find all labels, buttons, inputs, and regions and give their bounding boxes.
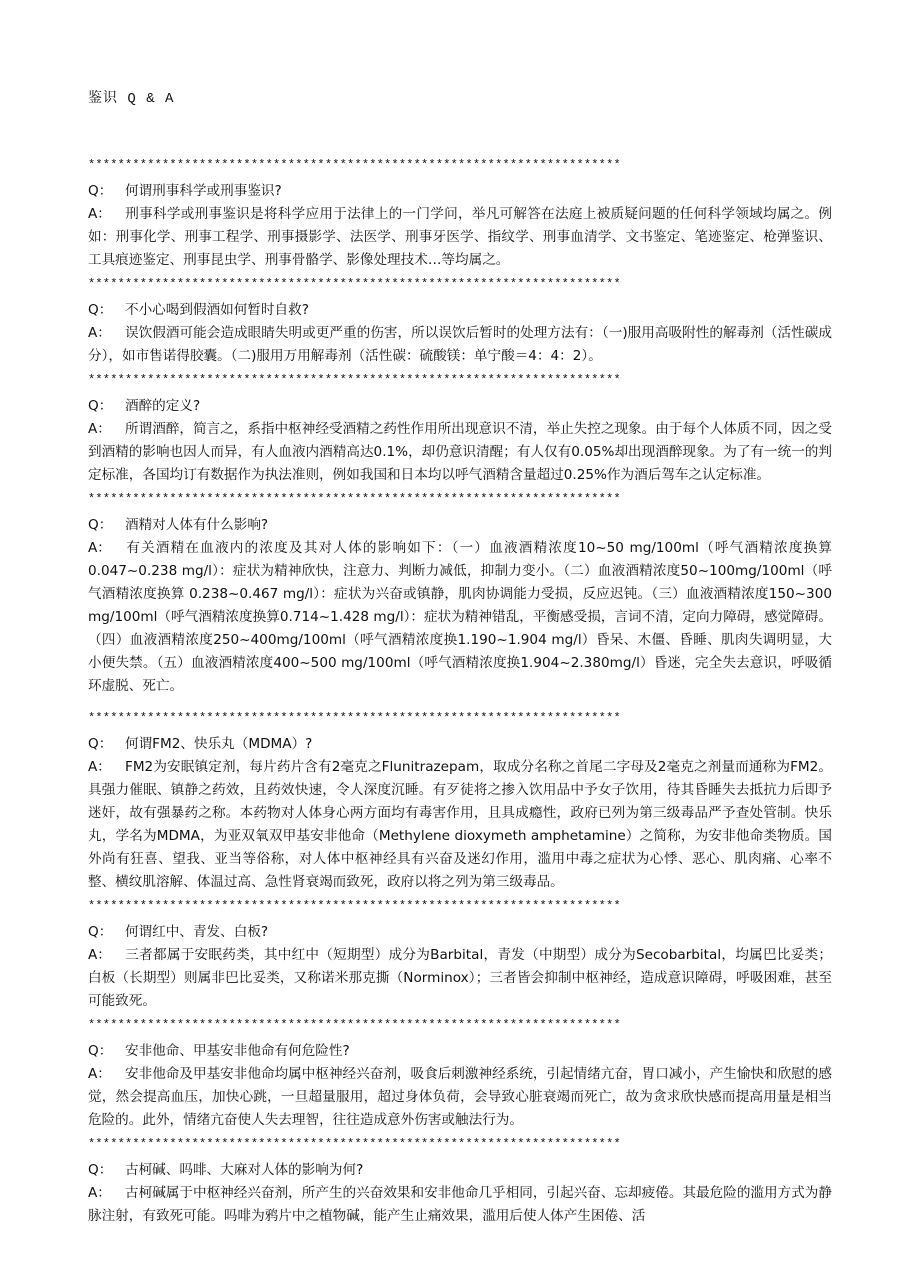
qa-item	[88, 921, 832, 1013]
question-label: Q：	[88, 736, 113, 752]
qa-item	[88, 395, 832, 487]
question-label: Q：	[88, 398, 113, 414]
question-label: Q：	[88, 183, 113, 199]
qa-item	[88, 299, 832, 368]
answer-label: A：	[88, 540, 111, 556]
question	[88, 1040, 832, 1063]
answer-text: 误饮假酒可能会造成眼睛失明或更严重的伤害，所以误饮后暂时的处理方法有：（一)服用高吸附性的解毒剂（活性碳成分），如市售诺得胶囊。（二)服用万用解毒剂（活性碳：硫酸镁：单宁酸＝4：4：2）。	[88, 325, 832, 364]
divider: ************************************************************************	[88, 899, 621, 913]
question-label: Q：	[88, 924, 113, 940]
question	[88, 921, 832, 944]
answer	[88, 537, 832, 698]
question-text: 何谓红中、青发、白板?	[125, 924, 269, 940]
answer-label: A：	[88, 947, 111, 963]
question-text: 古柯碱、吗啡、大麻对人体的影响为何?	[125, 1162, 364, 1178]
question-text: 何谓刑事科学或刑事鉴识?	[125, 183, 282, 199]
question	[88, 180, 832, 203]
answer	[88, 203, 832, 272]
question	[88, 733, 832, 756]
answer	[88, 756, 832, 894]
question	[88, 1159, 832, 1182]
answer-text: FM2为安眠镇定剂，每片药片含有2毫克之Flunitrazepam，取成分名称之首尾二字母及2毫克之剂量而通称为FM2。具强力催眠、镇静之药效，且药效快速，令人深度沉睡。有歹徒将之掺入饮用品中予女子饮用，待其昏睡失去抵抗力后即予迷奸，故有强暴药之称。本药物对人体身心两方面均有毒害作用，且具成瘾性，政府已列为第三级毒品严予查处管制。快乐丸，学名为MDMA，为亚双氧双甲基安非他命（Methylene dioxymeth amphetamine）之简称，为安非他命类物质。国外尚有狂喜、望我、亚当等俗称，对人体中枢神经具有兴奋及迷幻作用，滥用中毒之症状为心悸、恶心、肌肉痛、心率不整、横纹肌溶解、体温过高、急性肾衰竭而致死，政府以将之列为第三级毒品。	[88, 759, 832, 890]
answer-text: 所谓酒醉，简言之，系指中枢神经受酒精之药性作用所出现意识不清，举止失控之现象。由于每个人体质不同，因之受到酒精的影响也因人而异，有人血液内酒精高达0.1%，却仍意识清醒；有人仅有0.05%却出现酒醉现象。为了有一统一的判定标准，各国均订有数据作为执法准则，例如我国和日本均以呼气酒精含量超过0.25%作为酒后驾车之认定标准。	[88, 421, 832, 483]
question	[88, 299, 832, 322]
question	[88, 514, 832, 537]
question-text: 何谓FM2、快乐丸（MDMA）?	[125, 736, 313, 752]
answer-text: 有关酒精在血液内的浓度及其对人体的影响如下：（一）血液酒精浓度10~50 mg/100ml（呼气酒精浓度换算0.047~0.238 mg/l）：症状为精神欣快，注意力、判断力减低，抑制力变小。（二）血液酒精浓度50~100mg/100ml（呼气酒精浓度换算 0.238~0.467 mg/l）：症状为兴奋或镇静，肌肉协调能力受损，反应迟钝。（三）血液酒精浓度150~300 mg/100ml（呼气酒精浓度换算0.714~1.428 mg/l）：症状为精神错乱，平衡感受损，言词不清，定向力障碍，感觉障碍。（四）血液酒精浓度250~400mg/100ml（呼气酒精浓度换1.190~1.904 mg/l）昏呆、木僵、昏睡、肌肉失调明显，大小便失禁。（五）血液酒精浓度400~500 mg/100ml（呼气酒精浓度换1.904~2.380mg/l）昏迷，完全失去意识，呼吸循环虚脱、死亡。	[88, 540, 832, 694]
answer-label: A：	[88, 206, 111, 222]
question-label: Q：	[88, 1162, 113, 1178]
question-label: Q：	[88, 302, 113, 318]
answer-text: 古柯碱属于中枢神经兴奋剂，所产生的兴奋效果和安非他命几乎相同，引起兴奋、忘却疲倦。其最危险的滥用方式为静脉注射，有致死可能。吗啡为鸦片中之植物碱，能产生止痛效果，滥用后使人体产生困倦、活	[88, 1185, 832, 1224]
document-title: 鉴识 Q & A	[88, 91, 175, 107]
answer-label: A：	[88, 759, 111, 775]
answer-label: A：	[88, 1066, 111, 1082]
answer-label: A：	[88, 421, 111, 437]
answer-label: A：	[88, 1185, 111, 1201]
answer	[88, 418, 832, 487]
question-text: 酒精对人体有什么影响?	[125, 517, 269, 533]
qa-item	[88, 180, 832, 272]
question-text: 安非他命、甲基安非他命有何危险性?	[125, 1043, 350, 1059]
answer-text: 刑事科学或刑事鉴识是将科学应用于法律上的一门学问，举凡可解答在法庭上被质疑问题的任何科学领域均属之。例如：刑事化学、刑事工程学、刑事摄影学、法医学、刑事牙医学、指纹学、刑事血清学、文书鉴定、笔迹鉴定、枪弹鉴识、工具痕迹鉴定、刑事昆虫学、刑事骨骼学、影像处理技术…等均属之。	[88, 206, 832, 268]
divider: ************************************************************************	[88, 1018, 621, 1032]
question	[88, 395, 832, 418]
answer	[88, 322, 832, 368]
question-label: Q：	[88, 517, 113, 533]
qa-item	[88, 514, 832, 698]
divider: ************************************************************************	[88, 158, 621, 172]
qa-item	[88, 1040, 832, 1132]
divider: ************************************************************************	[88, 711, 621, 725]
answer	[88, 1063, 832, 1132]
answer	[88, 1182, 832, 1228]
qa-item	[88, 733, 832, 894]
answer-text: 三者都属于安眠药类，其中红中（短期型）成分为Barbital，青发（中期型）成分为Secobarbital，均属巴比妥类；白板（长期型）则属非巴比妥类，又称诺米那克撕（Norminox）；三者皆会抑制中枢神经，造成意识障碍，呼吸困难，甚至可能致死。	[88, 947, 832, 1009]
divider: ************************************************************************	[88, 1137, 621, 1151]
divider: ************************************************************************	[88, 277, 621, 291]
question-text: 酒醉的定义?	[125, 398, 201, 414]
answer-label: A：	[88, 325, 111, 341]
answer-text: 安非他命及甲基安非他命均属中枢神经兴奋剂，吸食后刺激神经系统，引起情绪亢奋，胃口减小，产生愉快和欣慰的感觉，然会提高血压，加快心跳，一旦超量服用，超过身体负荷，会导致心脏衰竭而死亡，故为贪求欣快感而提高用量是相当危险的。此外，情绪亢奋使人失去理智，往往造成意外伤害或触法行为。	[88, 1066, 832, 1128]
qa-item	[88, 1159, 832, 1228]
divider: ************************************************************************	[88, 373, 621, 387]
divider: ************************************************************************	[88, 492, 621, 506]
question-text: 不小心喝到假酒如何暂时自救?	[125, 302, 309, 318]
qa-list	[88, 153, 832, 1228]
question-label: Q：	[88, 1043, 113, 1059]
answer	[88, 944, 832, 1013]
